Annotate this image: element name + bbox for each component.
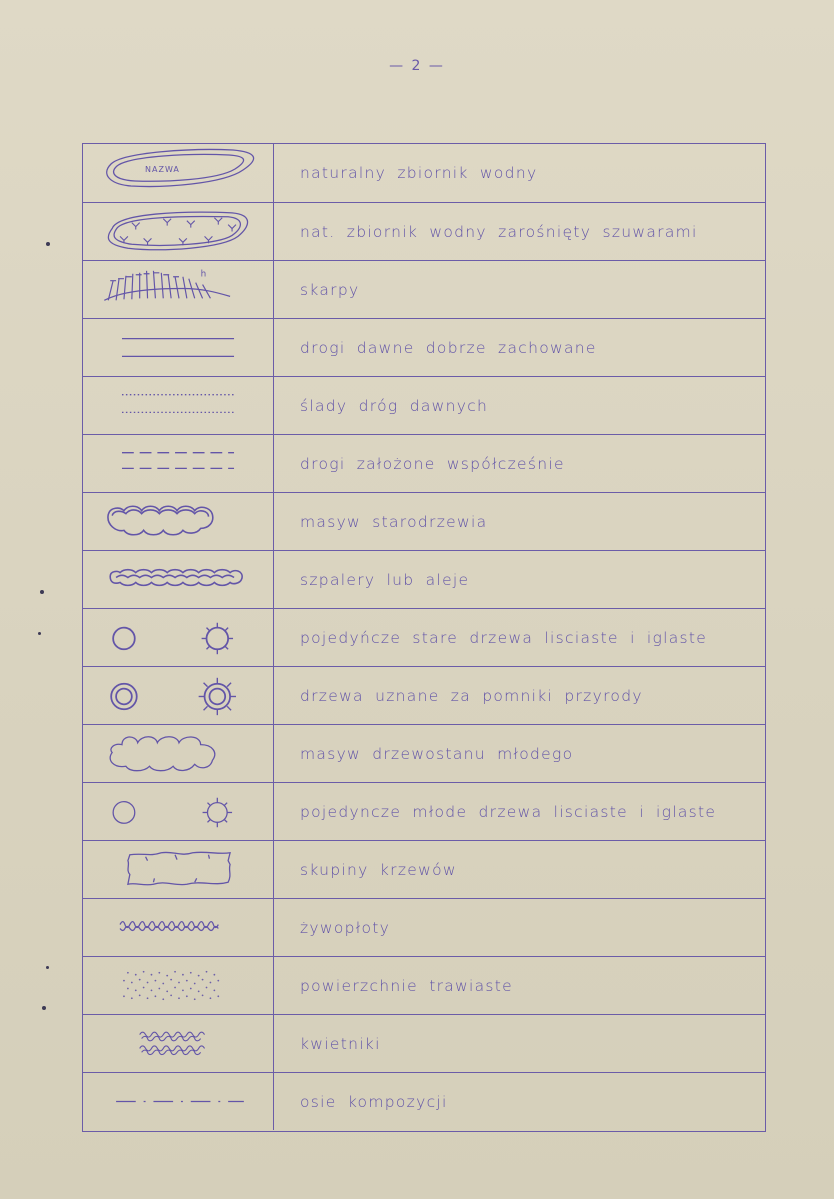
legend-label: masyw starodrzewia bbox=[300, 512, 488, 531]
old-single-trees-icon bbox=[83, 609, 274, 666]
lake-icon bbox=[83, 144, 274, 202]
legend-label: powierzchnie trawiaste bbox=[300, 976, 514, 995]
legend-table bbox=[82, 143, 766, 1132]
legend-row bbox=[83, 260, 765, 318]
legend-label: naturalny zbiornik wodny bbox=[300, 164, 538, 182]
legend-row bbox=[83, 144, 765, 202]
legend-row bbox=[83, 376, 765, 434]
legend-row bbox=[83, 492, 765, 550]
young-tree-mass-icon bbox=[83, 725, 274, 782]
legend-label: nat. zbiornik wodny zarośnięty szuwarami bbox=[300, 222, 698, 241]
legend-row bbox=[83, 724, 765, 782]
escarpment-symbol-label: h bbox=[200, 269, 207, 280]
legend-label: osie kompozycji bbox=[300, 1092, 448, 1111]
legend-row bbox=[83, 1014, 765, 1072]
legend-row bbox=[83, 318, 765, 376]
legend-label: szpalery lub aleje bbox=[300, 570, 470, 589]
legend-row bbox=[83, 434, 765, 492]
legend-label: drzewa uznane za pomniki przyrody bbox=[300, 686, 643, 705]
page-number: — 2 — bbox=[389, 58, 445, 74]
overgrown-lake-icon bbox=[83, 203, 274, 260]
monument-trees-icon bbox=[83, 667, 274, 724]
legend-label: żywopłoty bbox=[300, 918, 391, 937]
legend-label: pojedyncze młode drzewa lisciaste i iglaste bbox=[300, 802, 717, 821]
shrub-group-icon bbox=[83, 841, 274, 898]
legend-row bbox=[83, 608, 765, 666]
legend-row bbox=[83, 840, 765, 898]
margin-mark bbox=[42, 1006, 46, 1010]
legend-label: masyw drzewostanu młodego bbox=[300, 744, 574, 763]
dotted-road-icon bbox=[83, 377, 274, 434]
legend-row bbox=[83, 782, 765, 840]
grass-icon bbox=[83, 957, 274, 1014]
legend-row bbox=[83, 202, 765, 260]
legend-label: ślady dróg dawnych bbox=[300, 396, 489, 415]
legend-label: drogi dawne dobrze zachowane bbox=[300, 338, 597, 357]
legend-row bbox=[83, 550, 765, 608]
legend-label: pojedyńcze stare drzewa lisciaste i iglaste bbox=[300, 628, 708, 647]
margin-mark bbox=[40, 590, 44, 594]
legend-row bbox=[83, 956, 765, 1014]
legend-row bbox=[83, 1072, 765, 1130]
margin-mark bbox=[38, 632, 41, 635]
legend-label: kwietniki bbox=[300, 1034, 381, 1053]
dashed-road-icon bbox=[83, 435, 274, 492]
hedge-icon bbox=[83, 899, 274, 956]
legend-label: drogi założone współcześnie bbox=[300, 454, 565, 473]
escarpment-icon bbox=[83, 261, 274, 318]
margin-mark bbox=[46, 242, 50, 246]
lake-symbol-label: NAZWA bbox=[145, 165, 180, 174]
margin-mark bbox=[46, 966, 49, 969]
legend-label: skarpy bbox=[300, 280, 360, 299]
legend-label: skupiny krzewów bbox=[300, 860, 457, 879]
old-tree-mass-icon bbox=[83, 493, 274, 550]
alley-icon bbox=[83, 551, 274, 608]
young-single-trees-icon bbox=[83, 783, 274, 840]
axis-icon bbox=[83, 1073, 274, 1130]
flowerbed-icon bbox=[83, 1015, 274, 1072]
legend-row bbox=[83, 898, 765, 956]
solid-road-icon bbox=[83, 319, 274, 376]
legend-row bbox=[83, 666, 765, 724]
